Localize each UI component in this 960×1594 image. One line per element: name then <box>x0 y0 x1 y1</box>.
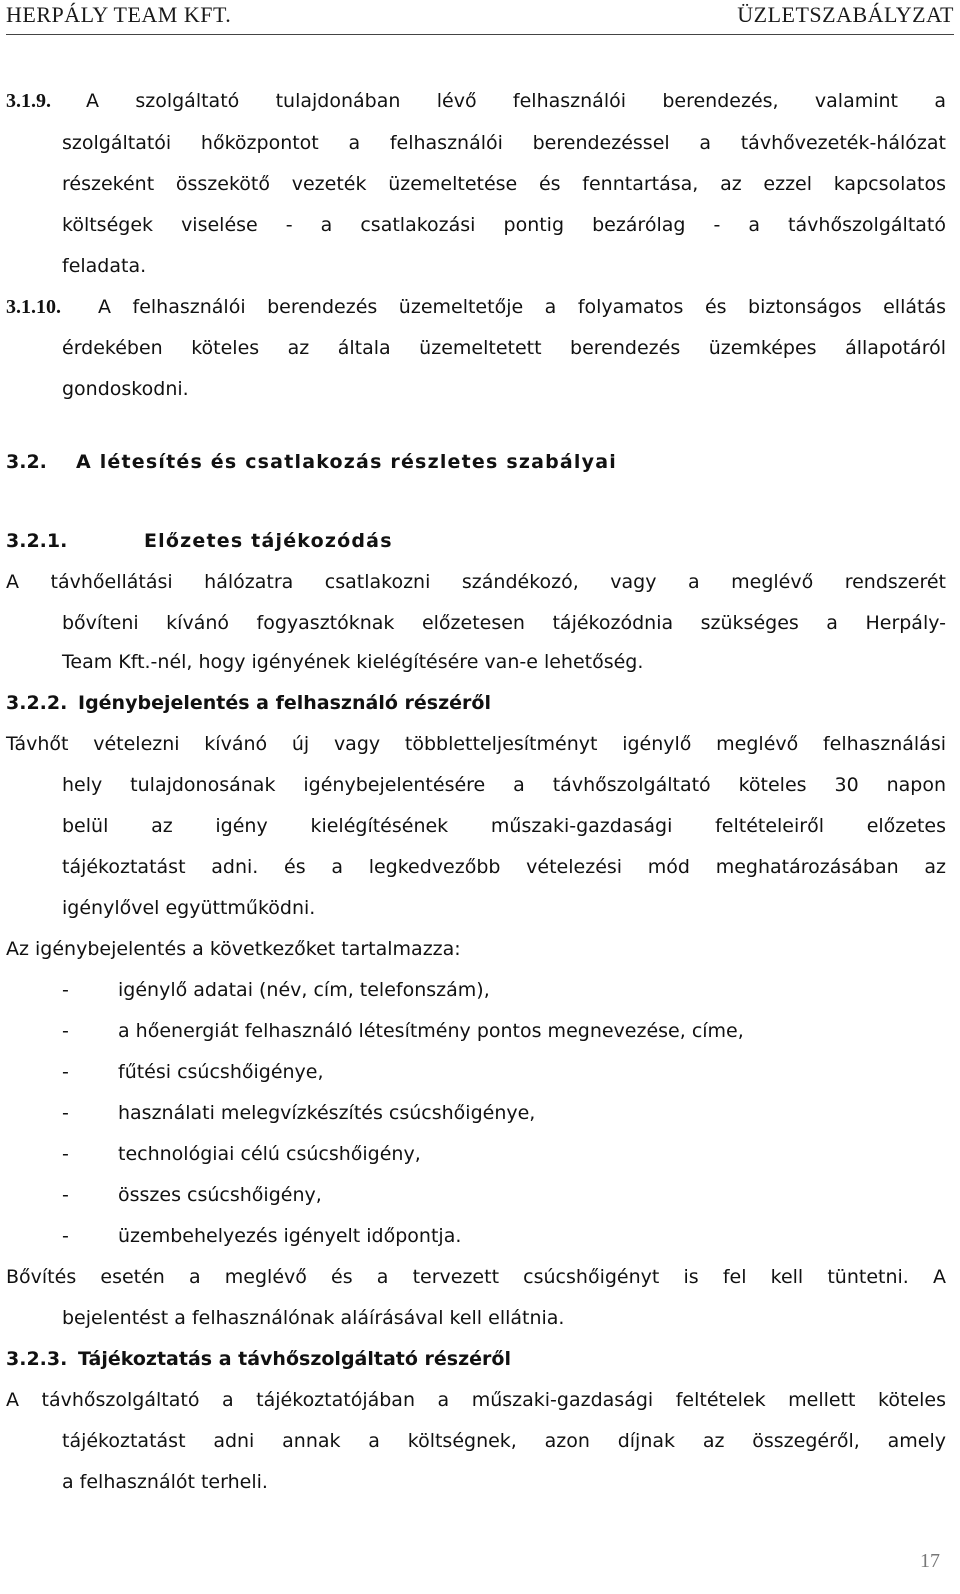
section-number-3-1-10: 3.1.10. <box>6 296 61 318</box>
section-number-3-1-9: 3.1.9. <box>6 90 51 112</box>
paragraph-line: A távhőszolgáltató a tájékoztatójában a műszaki-gazdasági feltételek mellett köteles <box>6 1389 946 1411</box>
list-bullet: - <box>62 1184 69 1206</box>
company-name: HERPÁLY TEAM KFT. <box>6 2 232 27</box>
list-bullet: - <box>62 1102 69 1124</box>
list-bullet: - <box>62 1020 69 1042</box>
paragraph-line: A felhasználói berendezés üzemeltetője a folyamatos és biztonságos ellátás <box>98 296 946 318</box>
list-item: a hőenergiát felhasználó létesítmény pontos megnevezése, címe, <box>118 1020 744 1042</box>
section-number-3-2-2: 3.2.2. <box>6 692 68 714</box>
list-intro: Az igénybejelentés a következőket tartalmazza: <box>6 938 461 960</box>
list-item: üzembehelyezés igényelt időpontja. <box>118 1225 462 1247</box>
list-bullet: - <box>62 979 69 1001</box>
paragraph-line: Távhőt vételezni kívánó új vagy többletteljesítményt igénylő meglévő felhasználási <box>6 733 946 755</box>
paragraph-line: A szolgáltató tulajdonában lévő felhasználói berendezés, valamint a <box>86 90 946 112</box>
paragraph-line: szolgáltatói hőközpontot a felhasználói berendezéssel a távhővezeték-hálózat <box>62 132 946 154</box>
paragraph-line: igénylővel együttműködni. <box>62 897 316 919</box>
paragraph-line: bővíteni kívánó fogyasztóknak előzetesen tájékozódnia szükséges a Herpály- <box>62 612 946 634</box>
paragraph-line: gondoskodni. <box>62 378 189 400</box>
paragraph-line: feladata. <box>62 255 147 277</box>
list-item: igénylő adatai (név, cím, telefonszám), <box>118 979 490 1001</box>
page-number: 17 <box>920 1550 940 1572</box>
paragraph-line: Team Kft.-nél, hogy igényének kielégítésére van-e lehetőség. <box>62 651 644 673</box>
paragraph-line: hely tulajdonosának igénybejelentésére a távhőszolgáltató köteles 30 napon <box>62 774 946 796</box>
header-divider <box>6 34 954 35</box>
section-number-3-2-3: 3.2.3. <box>6 1348 68 1370</box>
paragraph-line: tájékoztatást adni. és a legkedvezőbb vételezési mód meghatározásában az <box>62 856 946 878</box>
paragraph-line: tájékoztatást adni annak a költségnek, azon díjnak az összegéről, amely <box>62 1430 946 1452</box>
subsection-heading: Tájékoztatás a távhőszolgáltató részéről <box>78 1348 511 1370</box>
paragraph-line: a felhasználót terheli. <box>62 1471 268 1493</box>
subsection-heading: Előzetes tájékozódás <box>144 530 393 552</box>
list-bullet: - <box>62 1143 69 1165</box>
section-number-3-2-1: 3.2.1. <box>6 530 68 552</box>
section-heading: A létesítés és csatlakozás részletes szabályai <box>76 451 617 473</box>
paragraph-line: részeként összekötő vezeték üzemeltetése és fenntartása, az ezzel kapcsolatos <box>62 173 946 195</box>
document-title: ÜZLETSZABÁLYZAT <box>737 2 954 27</box>
section-number-3-2: 3.2. <box>6 451 47 473</box>
paragraph-line: bejelentést a felhasználónak aláírásával kell ellátnia. <box>62 1307 565 1329</box>
list-item: fűtési csúcshőigénye, <box>118 1061 324 1083</box>
paragraph-line: A távhőellátási hálózatra csatlakozni szándékozó, vagy a meglévő rendszerét <box>6 571 946 593</box>
list-bullet: - <box>62 1061 69 1083</box>
paragraph-line: érdekében köteles az általa üzemeltetett berendezés üzemképes állapotáról <box>62 337 946 359</box>
subsection-heading: Igénybejelentés a felhasználó részéről <box>78 692 491 714</box>
paragraph-line: Bővítés esetén a meglévő és a tervezett csúcshőigényt is fel kell tüntetni. A <box>6 1266 946 1288</box>
page-header <box>0 0 960 38</box>
list-item: használati melegvízkészítés csúcshőigénye, <box>118 1102 536 1124</box>
list-item: összes csúcshőigény, <box>118 1184 322 1206</box>
paragraph-line: belül az igény kielégítésének műszaki-gazdasági feltételeiről előzetes <box>62 815 946 837</box>
paragraph-line: költségek viselése - a csatlakozási pontig bezárólag - a távhőszolgáltató <box>62 214 946 236</box>
list-bullet: - <box>62 1225 69 1247</box>
list-item: technológiai célú csúcshőigény, <box>118 1143 421 1165</box>
